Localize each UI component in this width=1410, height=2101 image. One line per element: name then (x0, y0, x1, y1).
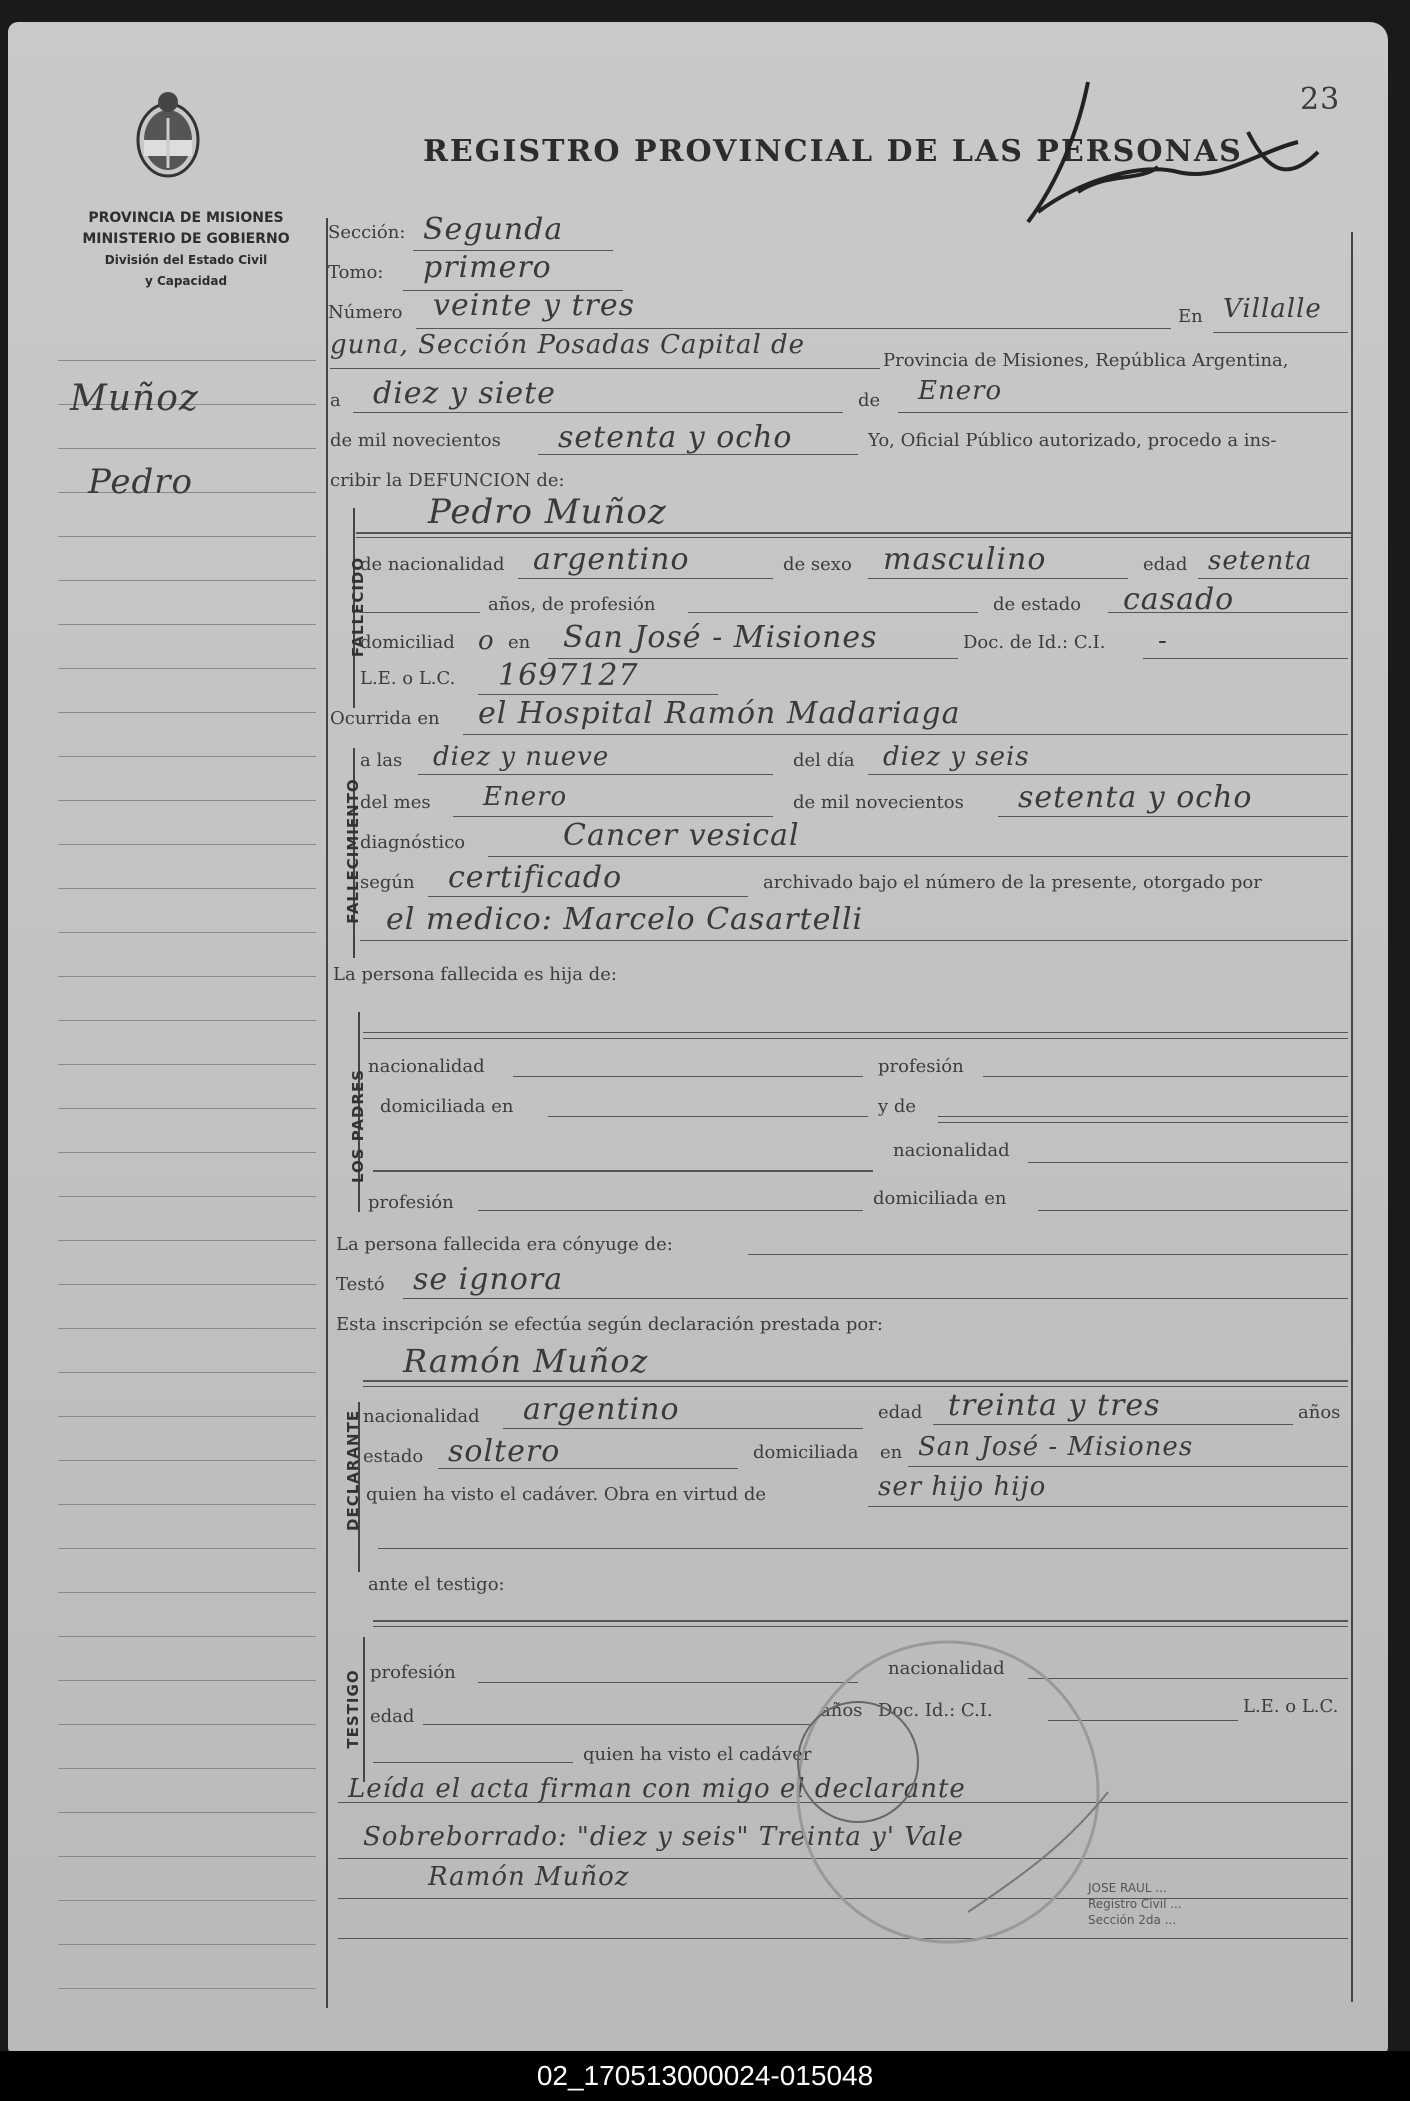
declarante-cadaver-text: quien ha visto el cadáver. Obra en virtud de (366, 1484, 767, 1505)
margin-line (58, 1064, 316, 1065)
testigo-profesion-label: profesión (370, 1662, 456, 1683)
declarante-domiciliada-label: domiciliada (753, 1442, 859, 1463)
testigo-intro: ante el testigo: (368, 1574, 505, 1595)
en-value: Villalle (1223, 294, 1322, 324)
stamp-text (1088, 1880, 1182, 1928)
padre-nacionalidad-label: nacionalidad (368, 1056, 485, 1077)
margin-line (58, 1020, 316, 1021)
declarante-estado-value: soltero (448, 1434, 561, 1469)
fallecido-sexo-value: masculino (883, 542, 1047, 577)
fallecido-doc-value: - (1158, 626, 1168, 656)
fallecido-section-label: FALLECIDO (349, 556, 367, 658)
ocurrida-value: el Hospital Ramón Madariaga (478, 696, 961, 731)
margin-name: Pedro (88, 462, 193, 502)
hora-label: a las (360, 750, 403, 771)
lugar-value: guna, Sección Posadas Capital de (330, 330, 806, 360)
madre-domiciliada-label: domiciliada en (873, 1188, 1007, 1209)
official-signature (1018, 72, 1341, 242)
margin-line (58, 1460, 316, 1461)
declarante-virtud-value: ser hijo hijo (878, 1472, 1047, 1502)
testo-label: Testó (336, 1274, 385, 1295)
margin-line (58, 1416, 316, 1417)
declarante-en-label: en (880, 1442, 903, 1463)
fallecido-le-label: L.E. o L.C. (360, 668, 456, 689)
ocurrida-label: Ocurrida en (330, 708, 440, 729)
fallecido-nacionalidad-value: argentino (533, 542, 690, 577)
fallecido-en-label: en (508, 632, 531, 653)
declarante-domicilio-value: San José - Misiones (918, 1432, 1194, 1462)
en-label: En (1178, 306, 1203, 327)
margin-line (58, 580, 316, 581)
margin-line (58, 1372, 316, 1373)
tomo-value: primero (423, 250, 552, 285)
testigo-le-label: L.E. o L.C. (1243, 1696, 1339, 1717)
issuer-line-1: PROVINCIA DE MISIONES (88, 210, 284, 226)
declarante-nacionalidad-label: nacionalidad (363, 1406, 480, 1427)
segun-label: según (360, 872, 415, 893)
fallecido-nacionalidad-label: de nacionalidad (360, 554, 505, 575)
margin-line (58, 1108, 316, 1109)
margin-line (58, 932, 316, 933)
anio-label: de mil novecientos (330, 430, 501, 451)
page-title: REGISTRO PROVINCIAL DE LAS PERSONAS (423, 134, 1243, 169)
segun-value: certificado (448, 860, 623, 895)
numero-value: veinte y tres (433, 288, 635, 323)
margin-line (58, 1196, 316, 1197)
margin-line (58, 1768, 316, 1769)
y-de-label: y de (878, 1096, 917, 1117)
dia-label: del día (793, 750, 855, 771)
stamp-line-2: Registro Civil ... (1088, 1897, 1182, 1911)
fallecido-doc-label: Doc. de Id.: C.I. (963, 632, 1106, 653)
fallecido-edad-value: setenta (1208, 546, 1313, 576)
margin-line (58, 1812, 316, 1813)
closing-line-2: Sobreborrado: "diez y seis" Treinta y' Vale (363, 1822, 964, 1852)
margin-line (58, 1240, 316, 1241)
fallecido-le-value: 1697127 (498, 658, 639, 693)
margin-line (58, 1724, 316, 1725)
margin-line (58, 712, 316, 713)
margin-line (58, 1856, 316, 1857)
form-right-border (1351, 232, 1353, 2002)
de-label: de (858, 390, 881, 411)
margin-line (58, 756, 316, 757)
testigo-cadaver-text: quien ha visto el cadáver (583, 1744, 812, 1765)
numero-label: Número (328, 302, 403, 323)
margin-line (58, 1284, 316, 1285)
margin-line (58, 1592, 316, 1593)
mes-value: Enero (918, 376, 1003, 406)
margin-line (58, 1900, 316, 1901)
testigo-bracket (363, 1637, 365, 1782)
margin-line (58, 1548, 316, 1549)
hora-value: diez y nueve (433, 742, 610, 772)
dia-value: diez y siete (373, 376, 556, 411)
margin-line (58, 800, 316, 801)
tomo-label: Tomo: (328, 262, 384, 283)
dia-fallec-value: diez y seis (883, 742, 1030, 772)
testo-value: se ignora (413, 1262, 564, 1297)
fallecido-domicilio-label: domiciliad (360, 632, 455, 653)
declarante-estado-label: estado (363, 1446, 424, 1467)
anio-value: setenta y ocho (558, 420, 793, 455)
closing-line-3: Ramón Muñoz (428, 1862, 630, 1892)
coat-of-arms-icon (133, 88, 203, 180)
stamp-line-1: JOSE RAUL ... (1088, 1881, 1167, 1895)
footer-image-id: 02_170513000024-015048 (0, 2051, 1410, 2101)
margin-line (58, 536, 316, 537)
testigo-section-label: TESTIGO (344, 1669, 362, 1749)
declaracion-intro: Esta inscripción se efectúa según declaración prestada por: (336, 1314, 883, 1335)
fallecido-nombre: Pedro Muñoz (428, 492, 667, 532)
fallecido-profesion-label: años, de profesión (488, 594, 656, 615)
provincia-text: Provincia de Misiones, República Argentina, (883, 350, 1289, 371)
fallecido-estado-label: de estado (993, 594, 1082, 615)
declarante-nacionalidad-value: argentino (523, 1392, 680, 1427)
mes-fallec-value: Enero (483, 782, 568, 812)
fallecido-edad-label: edad (1143, 554, 1188, 575)
margin-line (58, 1504, 316, 1505)
fallecido-domicilio-suffix: o (478, 626, 495, 656)
declarante-nombre: Ramón Muñoz (403, 1342, 649, 1380)
margin-line (58, 668, 316, 669)
mil-label: de mil novecientos (793, 792, 964, 813)
testigo-anios-label: años (820, 1700, 863, 1721)
fallecido-domicilio-value: San José - Misiones (563, 620, 878, 655)
margin-line (58, 1636, 316, 1637)
diagnostico-value: Cancer vesical (563, 818, 800, 853)
margin-line (58, 448, 316, 449)
inscribir-text: cribir la DEFUNCION de: (330, 470, 565, 491)
padres-section-label: LOS PADRES (349, 1068, 367, 1184)
madre-profesion-label: profesión (368, 1192, 454, 1213)
document-page (8, 22, 1388, 2052)
margin-line (58, 360, 316, 361)
margin-line (58, 1944, 316, 1945)
declarante-edad-label: edad (878, 1402, 923, 1423)
archivado-text: archivado bajo el número de la presente, otorgado por (763, 872, 1262, 893)
padre-profesion-label: profesión (878, 1056, 964, 1077)
margin-line (58, 844, 316, 845)
testigo-doc-label: Doc. Id.: C.I. (878, 1700, 993, 1721)
declarante-anios-label: años (1298, 1402, 1341, 1423)
margin-surname: Muñoz (70, 378, 199, 419)
form-left-border (326, 218, 328, 2008)
declarante-edad-value: treinta y tres (948, 1388, 1161, 1423)
issuer-block (56, 208, 316, 292)
stamp-line-3: Sección 2da ... (1088, 1913, 1177, 1927)
declarante-section-label: DECLARANTE (344, 1409, 362, 1531)
conyuge-label: La persona fallecida era cónyuge de: (336, 1234, 673, 1255)
seccion-value: Segunda (423, 212, 564, 247)
fallecimiento-section-label: FALLECIMIENTO (344, 778, 362, 924)
margin-line (58, 624, 316, 625)
margin-line (58, 976, 316, 977)
anio-fallec-value: setenta y ocho (1018, 780, 1253, 815)
issuer-line-2: MINISTERIO DE GOBIERNO (82, 231, 290, 247)
margin-line (58, 1988, 316, 1989)
margin-line (58, 1152, 316, 1153)
padre-domiciliada-label: domiciliada en (380, 1096, 514, 1117)
padres-intro: La persona fallecida es hija de: (333, 964, 617, 985)
margin-line (58, 888, 316, 889)
a-label: a (330, 390, 341, 411)
oficial-text: Yo, Oficial Público autorizado, procedo a ins- (868, 430, 1277, 451)
issuer-line-3: División del Estado Civil (104, 253, 268, 267)
seccion-label: Sección: (328, 222, 406, 243)
fallecido-sexo-label: de sexo (783, 554, 852, 575)
testigo-edad-label: edad (370, 1706, 415, 1727)
margin-line (58, 1328, 316, 1329)
fallecido-estado-value: casado (1123, 582, 1235, 617)
diagnostico-label: diagnóstico (360, 832, 466, 853)
margin-line (58, 1680, 316, 1681)
issuer-line-4: y Capacidad (144, 274, 228, 288)
mes-label: del mes (360, 792, 431, 813)
closing-line-1: Leída el acta firman con migo el declarante (348, 1774, 966, 1804)
page-number: 23 (1300, 82, 1341, 117)
medico-value: el medico: Marcelo Casartelli (386, 902, 864, 937)
madre-nacionalidad-label: nacionalidad (893, 1140, 1010, 1161)
testigo-nacionalidad-label: nacionalidad (888, 1658, 1005, 1679)
